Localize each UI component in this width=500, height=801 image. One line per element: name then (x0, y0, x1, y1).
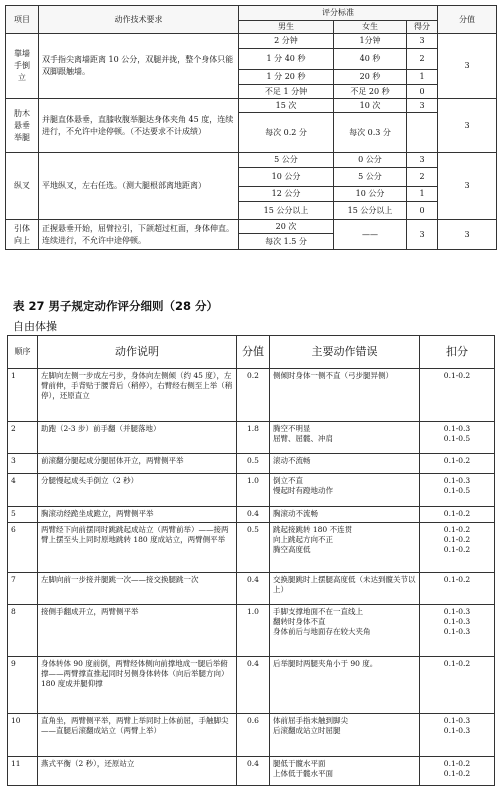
errors-cell (270, 523, 420, 573)
error-item: 腿低于髋水平面 (273, 759, 326, 768)
error-item: 倒立不直 (273, 476, 303, 485)
error-item: 向上跳起方向不正 (273, 535, 333, 544)
requirement-cell: 并腿直体悬垂，直膝收腹举腿达身体夹角 45 度，连续进行，不允许中途停顿。（不达要求不计成绩） (39, 99, 239, 153)
deduct-cell (420, 657, 495, 714)
errors-cell (270, 657, 420, 714)
score-cell: 2 (407, 168, 438, 187)
score-cell: 1 (407, 70, 438, 85)
deduct-item: 0.1-0.2 (443, 769, 471, 778)
seq-cell: 6 (8, 523, 38, 573)
error-item: 侧倾时身体一侧不直（弓步腿异侧） (273, 371, 393, 380)
errors-cell (270, 757, 420, 786)
header-requirement: 动作技术要求 (39, 6, 239, 34)
female-cell: 5 公分 (334, 168, 407, 187)
seq-cell: 9 (8, 657, 38, 714)
table-row (8, 573, 495, 605)
header-male: 男生 (239, 21, 334, 34)
value-cell: 0.4 (237, 757, 270, 786)
header-item: 项目 (6, 6, 39, 34)
deduct-item: 0.1-0.5 (443, 486, 471, 495)
female-cell: 15 公分以上 (334, 202, 407, 220)
error-item: 体前屈手指未触到脚尖 (273, 716, 348, 725)
table-row (8, 507, 495, 523)
error-item: 交换腿跳时上摆腿高度低（未达到髋关节以上） (273, 575, 416, 594)
male-cell: 1 分 40 秒 (239, 49, 334, 70)
male-cell: 20 次 (239, 220, 334, 234)
male-cell: 每次 0.2 分 (239, 113, 334, 153)
score-cell: 0 (407, 202, 438, 220)
female-cell: 不足 20 秒 (334, 85, 407, 99)
error-item: 上体低于髋水平面 (273, 769, 333, 778)
score-cell: 3 (407, 99, 438, 113)
score-cell: 3 (407, 34, 438, 49)
item-cell: 纵叉 (6, 153, 39, 220)
female-cell: 40 秒 (334, 49, 407, 70)
error-item: 滚动不流畅 (273, 456, 311, 465)
header-value: 分值 (237, 336, 270, 369)
error-item: 后举腿时两腿夹角小于 90 度。 (273, 659, 378, 668)
header-seq: 顺序 (8, 336, 38, 369)
points-cell: 3 (438, 99, 497, 153)
errors-cell (270, 474, 420, 507)
item-cell: 引体 向上 (6, 220, 39, 250)
deduct-cell (420, 454, 495, 474)
errors-cell (270, 507, 420, 523)
deduct-item: 0.1-0.2 (443, 659, 471, 668)
error-item: 翻转时身体不直 (273, 617, 326, 626)
deduct-cell (420, 474, 495, 507)
error-item: 慢起时有蹬地动作 (273, 486, 333, 495)
female-cell: —— (334, 220, 407, 250)
male-cell: 每次 1.5 分 (239, 234, 334, 250)
deduct-item: 0.1-0.2 (443, 759, 471, 768)
value-cell: 0.2 (237, 369, 270, 422)
male-cell: 12 公分 (239, 187, 334, 202)
error-item: 跳起接跳转 180 不连贯 (273, 525, 353, 534)
table-row (8, 714, 495, 757)
header-points: 分值 (438, 6, 497, 34)
female-cell: 1分钟 (334, 34, 407, 49)
points-cell: 3 (438, 34, 497, 99)
table-row (8, 657, 495, 714)
value-cell: 1.0 (237, 605, 270, 657)
item-cell: 靠墙 手倒 立 (6, 34, 39, 99)
header-deduct: 扣分 (420, 336, 495, 369)
male-cell: 1 分 20 秒 (239, 70, 334, 85)
item-cell: 肋木 悬垂 举腿 (6, 99, 39, 153)
floor-exercise-table (7, 335, 495, 786)
value-cell: 0.4 (237, 657, 270, 714)
value-cell: 1.8 (237, 422, 270, 454)
male-cell: 不足 1 分钟 (239, 85, 334, 99)
deduct-item: 0.1-0.3 (443, 726, 471, 735)
male-cell: 15 公分以上 (239, 202, 334, 220)
requirement-cell: 正握悬垂开始，屈臂拉引，下颌超过杠面，身体伸直。连续进行，不允许中途停顿。 (39, 220, 239, 250)
desc-cell: 分腿慢起成头手倒立（2 秒） (38, 474, 237, 507)
male-cell: 15 次 (239, 99, 334, 113)
seq-cell: 5 (8, 507, 38, 523)
female-cell: 0 公分 (334, 153, 407, 168)
error-item: 腾空高度低 (273, 545, 311, 554)
seq-cell: 2 (8, 422, 38, 454)
desc-cell: 前滚翻分腿起成分腿屈体开立，两臂侧平举 (38, 454, 237, 474)
error-item: 手脚支撑地面不在一直线上 (273, 607, 363, 616)
seq-cell: 8 (8, 605, 38, 657)
score-cell: 1 (407, 187, 438, 202)
table-row (8, 605, 495, 657)
deduct-item: 0.1-0.2 (443, 535, 471, 544)
deduct-item: 0.1-0.3 (443, 716, 471, 725)
deduct-item: 0.1-0.2 (443, 545, 471, 554)
header-female: 女生 (334, 21, 407, 34)
table-row (8, 523, 495, 573)
desc-cell: 直角坐，两臂侧平举，两臂上举同时上体前屈，手触脚尖——直腿后滚翻成站立（两臂上举） (38, 714, 237, 757)
deduct-item: 0.1-0.3 (443, 607, 471, 616)
deduct-cell (420, 573, 495, 605)
requirement-cell: 平地纵叉，左右任选。（测大腿根部离地距离） (39, 153, 239, 220)
table-row (8, 422, 495, 454)
value-cell: 0.6 (237, 714, 270, 757)
table-row (8, 757, 495, 786)
table-row (8, 454, 495, 474)
table-body (8, 369, 495, 786)
desc-cell: 左脚向左侧一步成左弓步，身体向左侧倾（约 45 度），左臂前伸，手背贴于腰背后（稍停），右臂经右侧至上举（稍停），还原直立 (38, 369, 237, 422)
deduct-item: 0.1-0.2 (443, 509, 471, 518)
deduct-item: 0.1-0.5 (443, 434, 471, 443)
desc-cell: 助跑（2-3 步）前手翻（并腿落地） (38, 422, 237, 454)
desc-cell: 胸滚动经跪坐成跪立，两臂侧平举 (38, 507, 237, 523)
value-cell: 0.5 (237, 454, 270, 474)
seq-cell: 1 (8, 369, 38, 422)
errors-cell (270, 573, 420, 605)
table-row (8, 369, 495, 422)
deduct-cell (420, 714, 495, 757)
score-cell (407, 113, 438, 153)
error-item: 屈臂、屈髋、冲肩 (273, 434, 333, 443)
error-item: 胸滚动不流畅 (273, 509, 318, 518)
deduct-cell (420, 605, 495, 657)
score-cell: 3 (407, 153, 438, 168)
table-caption: 表 27 男子规定动作评分细则（28 分） (13, 299, 219, 313)
male-cell: 2 分钟 (239, 34, 334, 49)
male-cell: 10 公分 (239, 168, 334, 187)
errors-cell (270, 369, 420, 422)
deduct-item: 0.1-0.3 (443, 617, 471, 626)
points-cell: 3 (438, 220, 497, 250)
deduct-cell (420, 523, 495, 573)
desc-cell: 身体转体 90 度前倒，两臂经体侧向前撑地成一腿后举俯撑——两臂撑直推起同时另侧身体转体（向后举腿方向）180 度成并腿仰撑 (38, 657, 237, 714)
deduct-cell (420, 369, 495, 422)
female-cell: 10 次 (334, 99, 407, 113)
deduct-item: 0.1-0.3 (443, 476, 471, 485)
deduct-cell (420, 757, 495, 786)
deduct-cell (420, 422, 495, 454)
score-cell: 0 (407, 85, 438, 99)
errors-cell (270, 714, 420, 757)
error-item: 腾空不明显 (273, 424, 311, 433)
header-desc: 动作说明 (38, 336, 237, 369)
table-subcaption: 自由体操 (13, 320, 57, 333)
error-item: 身体前后与地面存在较大夹角 (273, 627, 371, 636)
header-errors: 主要动作错误 (270, 336, 420, 369)
header-score: 得分 (407, 21, 438, 34)
deduct-item: 0.1-0.2 (443, 456, 471, 465)
deduct-cell (420, 507, 495, 523)
deduct-item: 0.1-0.2 (443, 575, 471, 584)
value-cell: 0.4 (237, 573, 270, 605)
seq-cell: 3 (8, 454, 38, 474)
deduct-item: 0.1-0.3 (443, 424, 471, 433)
errors-cell (270, 422, 420, 454)
male-cell: 5 公分 (239, 153, 334, 168)
seq-cell: 11 (8, 757, 38, 786)
desc-cell: 燕式平衡（2 秒），还原站立 (38, 757, 237, 786)
seq-cell: 4 (8, 474, 38, 507)
seq-cell: 10 (8, 714, 38, 757)
requirement-cell: 双手指尖离墙距离 10 公分，双腿并拢，整个身体只能双脚跟触墙。 (39, 34, 239, 99)
deduct-item: 0.1-0.2 (443, 371, 471, 380)
errors-cell (270, 605, 420, 657)
value-cell: 0.4 (237, 507, 270, 523)
deduct-item: 0.1-0.2 (443, 525, 471, 534)
seq-cell: 7 (8, 573, 38, 605)
score-cell: 3 (407, 220, 438, 250)
female-cell: 20 秒 (334, 70, 407, 85)
desc-cell: 接侧手翻成开立，两臂侧平举 (38, 605, 237, 657)
desc-cell: 左脚向前一步接并腿跳一次——接交换腿跳一次 (38, 573, 237, 605)
desc-cell: 两臂经下向前摆同时跳跳起成站立（两臂前举）——接两臂上摆至头上同时原地跳转 180 度成站立，两臂侧平举 (38, 523, 237, 573)
score-cell: 2 (407, 49, 438, 70)
value-cell: 0.5 (237, 523, 270, 573)
deduct-item: 0.1-0.3 (443, 627, 471, 636)
points-cell: 3 (438, 153, 497, 220)
fitness-score-table (5, 5, 497, 250)
table-row (8, 474, 495, 507)
error-item: 后滚翻成站立时屈腿 (273, 726, 341, 735)
value-cell: 1.0 (237, 474, 270, 507)
female-cell: 每次 0.3 分 (334, 113, 407, 153)
errors-cell (270, 454, 420, 474)
female-cell: 10 公分 (334, 187, 407, 202)
header-standard: 评分标准 (239, 6, 438, 21)
